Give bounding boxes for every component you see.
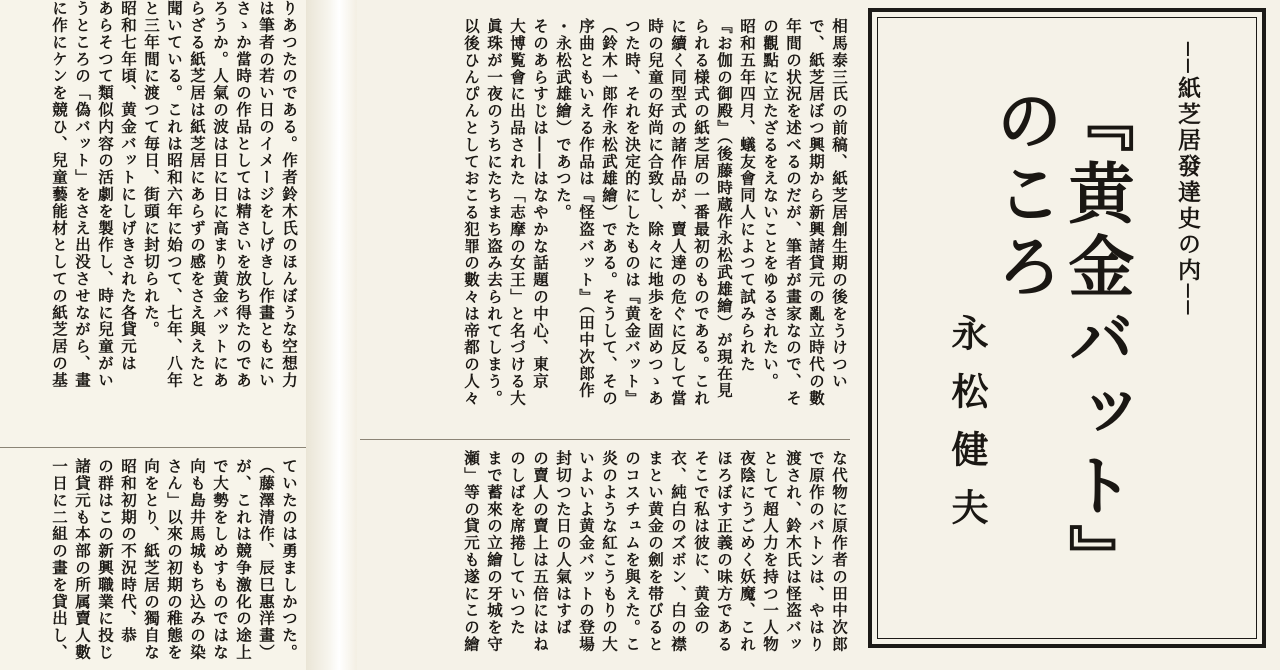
text-column: つた時、それを決定的にしたものは『黄金バット』	[623, 18, 642, 407]
text-column: で大勢をしめすものではな	[211, 458, 230, 661]
text-column: 炎のような紅こうもりの大	[600, 450, 619, 653]
text-column: うところの「偽バット」をさえ出没させながら、畫	[73, 0, 92, 389]
text-column: られる様式の紙芝居の一番最初のものである。これ	[692, 18, 711, 407]
text-column: 向をとり、紙芝居の獨自な	[142, 458, 161, 661]
text-column: のしばを席捲していつた	[508, 450, 527, 636]
text-column: 昭和初期の不況時代、恭	[119, 458, 138, 644]
book-gutter	[306, 0, 357, 670]
text-column: 昭和五年四月、蟻友會同人によつて試みられた	[738, 18, 757, 373]
text-column: りあつたのである。作者鈴木氏のほんぼうな空想力	[280, 0, 299, 389]
text-column: 大博覧會に出品された「志摩の女王」と名づける大	[508, 18, 527, 407]
column-divider	[360, 439, 850, 440]
text-column: 衣、純白のズボン、白の襟	[669, 450, 688, 653]
text-column: 向も島井馬城もち込みの染	[188, 458, 207, 661]
column-divider	[0, 447, 306, 448]
right-page-lower-text	[370, 450, 850, 670]
left-page-upper-text	[0, 0, 300, 417]
text-column: まとい黄金の劍を帯びると	[646, 450, 665, 653]
text-column: 昭和七年頃、黄金バットにしげきされた各貸元は	[119, 0, 138, 372]
text-column: に續く同型式の諸作品が、賣人達の危ぐに反して當	[669, 18, 688, 407]
text-column: 時の兒童の好尚に合致し、除々に地歩を固めつゝあ	[646, 18, 665, 407]
text-column: ろうか。人氣の波は日に日に高まり黄金バットにあ	[211, 0, 230, 389]
text-column: は筆者の若い日のイメージをしげきし作畫ともにい	[257, 0, 276, 389]
article-title-box	[868, 8, 1266, 648]
text-column: （鈴木一郎作永松武雄繪）である。そうして、その	[600, 18, 619, 407]
text-column: と三年間に渡つて毎日、街頭に封切られた。	[142, 0, 161, 338]
text-column: 『お伽の御殿』（後藤時蔵作永松武雄繪）が現在見	[715, 18, 734, 399]
text-column: そこで私は彼に、黄金の	[692, 450, 711, 636]
text-column: 以後ひんぴんとしておこる犯罪の數々は帝都の人々	[462, 18, 481, 407]
text-column: として超人力を持つ一人物	[761, 450, 780, 653]
text-column: な代物に原作者の田中次郎	[830, 450, 849, 653]
left-page-lower-text	[0, 458, 300, 670]
text-column: 序曲ともいえる作品は『怪盗バット』（田中次郎作	[577, 18, 596, 399]
text-column: 夜陰にうごめく妖魔、これ	[738, 450, 757, 653]
text-column: の群はこの新興職業に投じ	[96, 458, 115, 661]
text-column: さん」以來の初期の稚態を	[165, 458, 184, 661]
text-column: のコスチュムを與えた。こ	[623, 450, 642, 653]
text-column: 渡され、鈴木氏は怪盗バッ	[784, 450, 803, 653]
text-column: さゝか當時の作品としては精さいを放ち得たのであ	[234, 0, 253, 389]
text-column: ・永松武雄繪）であつた。	[554, 18, 573, 221]
text-column: あらそつて類似内容の活劇を製作し、時に兒童がい	[96, 0, 115, 389]
text-column: で、紙芝居ぼつ興期から新興諸貸元の亂立時代の數	[807, 18, 826, 407]
text-column: らざる紙芝居は紙芝居にあらずの感をさえ與えたと	[188, 0, 207, 389]
text-column: そのあらすじは――はなやかな話題の中心、東京	[531, 18, 550, 390]
text-column: に作にケンを競ひ、兒童藝能材としての紙芝居の基	[50, 0, 69, 389]
text-column: まで蓄來の立繪の牙城を守	[485, 450, 504, 653]
text-column: 瀬」等の貸元も遂にこの繪	[462, 450, 481, 653]
text-column: ていたのは勇ましかつた。	[280, 458, 299, 661]
text-column: で原作のバトンは、やはり	[807, 450, 826, 653]
text-column: の賣人の賣上は五倍にはね	[531, 450, 550, 653]
text-column: 封切つた日の人氣はすば	[554, 450, 573, 636]
text-column: いよいよ黄金バットの登場	[577, 450, 596, 653]
author-name: 永松健夫	[945, 314, 989, 546]
text-column: （藤澤清作、辰巳惠洋畫）	[257, 458, 276, 661]
text-column: が、これは競争激化の途上	[234, 458, 253, 661]
text-column: 一日に二組の畫を貸出し、	[50, 458, 69, 661]
text-column: 眞珠が一夜のうちにたちまち盗み去られてしまう。	[485, 18, 504, 407]
text-column: 相馬泰三氏の前稿、紙芝居創生期の後をうけつい	[830, 18, 849, 390]
text-column: 諸貸元も本部の所属賣人數	[73, 458, 92, 661]
series-heading: ──紙芝居發達史の内──	[1174, 42, 1200, 318]
text-column: 聞いている。これは昭和六年に始つて、七年、八年	[165, 0, 184, 389]
right-page-upper-text	[370, 18, 850, 418]
left-page	[0, 0, 306, 670]
article-title: 『黄金バット』のころ	[985, 86, 1135, 597]
text-column: 年間の状況を述べるのだが、筆者が畫家なので、そ	[784, 18, 803, 407]
text-column: の觀點に立たざるをえないことをゆるされたい。	[761, 18, 780, 390]
text-column: ほろぼす正義の味方である	[715, 450, 734, 653]
